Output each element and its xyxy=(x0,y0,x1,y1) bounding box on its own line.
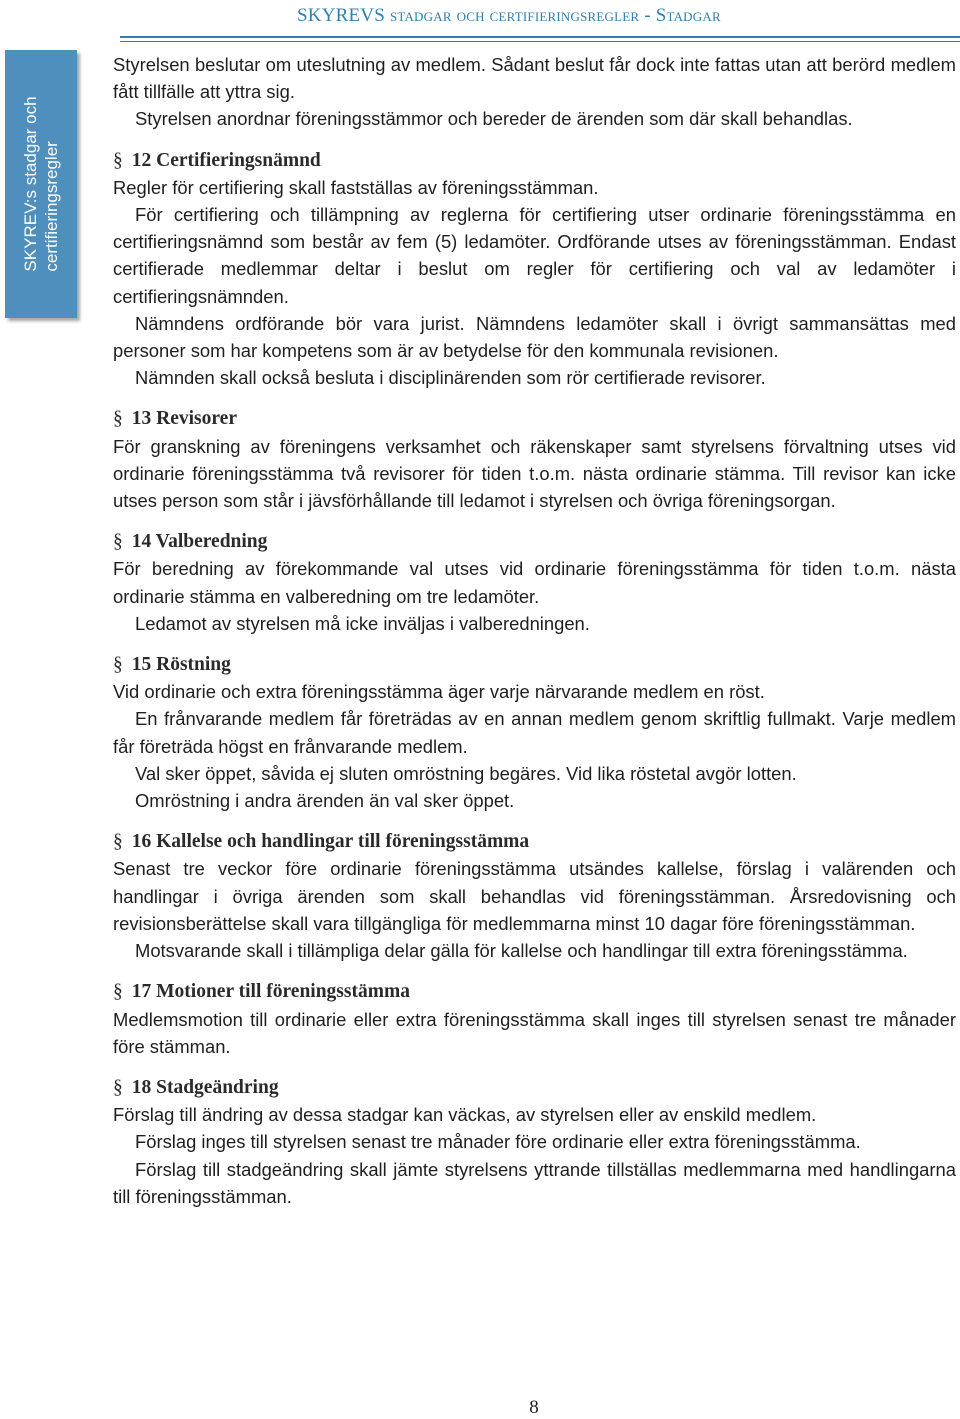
section-paragraph: För beredning av förekommande val utses vid ordinarie föreningsstämma för tiden t.o.m. nästa ordinarie stämma en valberedning om tre ledamöter. xyxy=(113,558,956,607)
section-heading xyxy=(113,1074,956,1101)
section-paragraph: För certifiering och tillämpning av reglerna för certifiering utser ordinarie föreningsstämma en certifieringsnämnd som består av fem (5) ledamöter. Ordförande utses av föreningsstämman. Endast certifierade medlemmar deltar i beslut om regler för certifiering och val av ledamöter i certifieringsnämnden. xyxy=(113,204,956,307)
header-prefix: SKYREVS xyxy=(297,5,385,26)
header-title: stadgar och certifieringsregler xyxy=(389,5,640,26)
section-heading-text: 15 Röstning xyxy=(131,654,231,676)
section-heading-text: 16 Kallelse och handlingar till föreningsstämma xyxy=(131,831,530,853)
intro-paragraph: Styrelsen beslutar om uteslutning av medlem. Sådant beslut får dock inte fattas utan att berörd medlem fått tillfälle att yttra sig. xyxy=(113,54,956,103)
section-heading-text: 18 Stadgeändring xyxy=(131,1076,279,1098)
section-symbol: § xyxy=(113,1076,123,1098)
page-number: 8 xyxy=(529,1397,539,1418)
side-tab-line-2: certifieringsregler xyxy=(42,141,61,272)
document-body xyxy=(113,51,956,1210)
section-paragraph: Förslag inges till styrelsen senast tre månader före ordinarie eller extra föreningsstämma. xyxy=(135,1131,861,1153)
section-heading-text: 14 Valberedning xyxy=(131,531,268,553)
section-symbol: § xyxy=(113,149,123,171)
section-paragraph: För granskning av föreningens verksamhet och räkenskaper samt styrelsens förvaltning utses vid ordinarie föreningsstämma två revisorer för tiden t.o.m. nästa ordinarie stämma. Till revisor kan icke utses person som står i jävsförhållande till ledamot i styrelsen och övriga föreningsorgan. xyxy=(113,435,956,512)
section-paragraph: Senast tre veckor före ordinarie föreningsstämma utsändes kallelse, förslag i valärenden och handlingar i övriga ärenden som skall behandlas vid föreningsstämman. Årsredovisning och revisionsberättelse skall vara tillgängliga för medlemmarna minst 10 dagar före föreningsstämman. xyxy=(113,858,956,934)
header-separator: - xyxy=(644,5,651,26)
section-symbol: § xyxy=(113,831,123,853)
section-paragraph: Förslag till ändring av dessa stadgar kan väckas, av styrelsen eller av enskild medlem. xyxy=(113,1104,817,1126)
section-paragraph: Vid ordinarie och extra föreningsstämma äger varje närvarande medlem en röst. xyxy=(113,681,765,703)
section-symbol: § xyxy=(113,408,123,430)
section-14 xyxy=(113,528,956,637)
side-tab xyxy=(5,50,77,318)
section-heading xyxy=(113,828,956,855)
section-paragraph: Val sker öppet, såvida ej sluten omröstning begäres. Vid lika röstetal avgör lotten. xyxy=(135,762,797,784)
section-paragraph: Förslag till stadgeändring skall jämte styrelsens yttrande tillställas medlemmarna med handlingarna till föreningsstämman. xyxy=(113,1158,956,1207)
section-heading xyxy=(113,528,956,555)
intro-paragraph: Styrelsen anordnar föreningsstämmor och bereder de ärenden som där skall behandlas. xyxy=(135,108,853,130)
section-heading-text: 17 Motioner till föreningsstämma xyxy=(131,981,410,1003)
section-symbol: § xyxy=(113,981,123,1003)
section-paragraph: Nämndens ordförande bör vara jurist. Nämndens ledamöter skall i övrigt sammansättas med personer som har kompetens som är av betydelse för den kommunala revisionen. xyxy=(113,312,956,362)
section-paragraph: Medlemsmotion till ordinarie eller extra föreningsstämma skall inges till styrelsen senast tre månader före stämman. xyxy=(113,1008,956,1057)
section-15 xyxy=(113,651,956,814)
section-heading-text: 13 Revisorer xyxy=(131,408,237,430)
section-heading xyxy=(113,978,956,1005)
side-tab-text xyxy=(20,96,62,271)
section-paragraph: Nämnden skall också besluta i disciplinärenden som rör certifierade revisorer. xyxy=(135,367,766,389)
section-12 xyxy=(113,147,956,392)
header-section: Stadgar xyxy=(655,5,721,26)
section-symbol: § xyxy=(113,654,123,676)
section-paragraph: En frånvarande medlem får företrädas av en annan medlem genom skriftlig fullmakt. Varje medlem får företräda högst en frånvarande medlem. xyxy=(113,708,956,757)
section-17 xyxy=(113,978,956,1060)
section-paragraph: Omröstning i andra ärenden än val sker öppet. xyxy=(135,790,515,812)
side-tab-line-1: SKYREV:s stadgar och xyxy=(21,96,40,272)
section-heading xyxy=(113,651,956,678)
section-symbol: § xyxy=(113,531,123,553)
header-rule-thick xyxy=(120,36,960,38)
section-16 xyxy=(113,828,956,964)
section-heading xyxy=(113,405,956,432)
section-paragraph: Regler för certifiering skall fastställas av föreningsstämman. xyxy=(113,176,599,198)
section-heading xyxy=(113,147,956,174)
section-paragraph: Motsvarande skall i tillämpliga delar gälla för kallelse och handlingar till extra föreningsstämma. xyxy=(135,940,908,962)
header-rule-thin xyxy=(120,41,960,42)
section-18 xyxy=(113,1074,956,1210)
running-header xyxy=(297,5,721,27)
section-13 xyxy=(113,405,956,514)
section-heading-text: 12 Certifieringsnämnd xyxy=(131,149,321,171)
section-paragraph: Ledamot av styrelsen må icke inväljas i valberedningen. xyxy=(135,612,590,634)
